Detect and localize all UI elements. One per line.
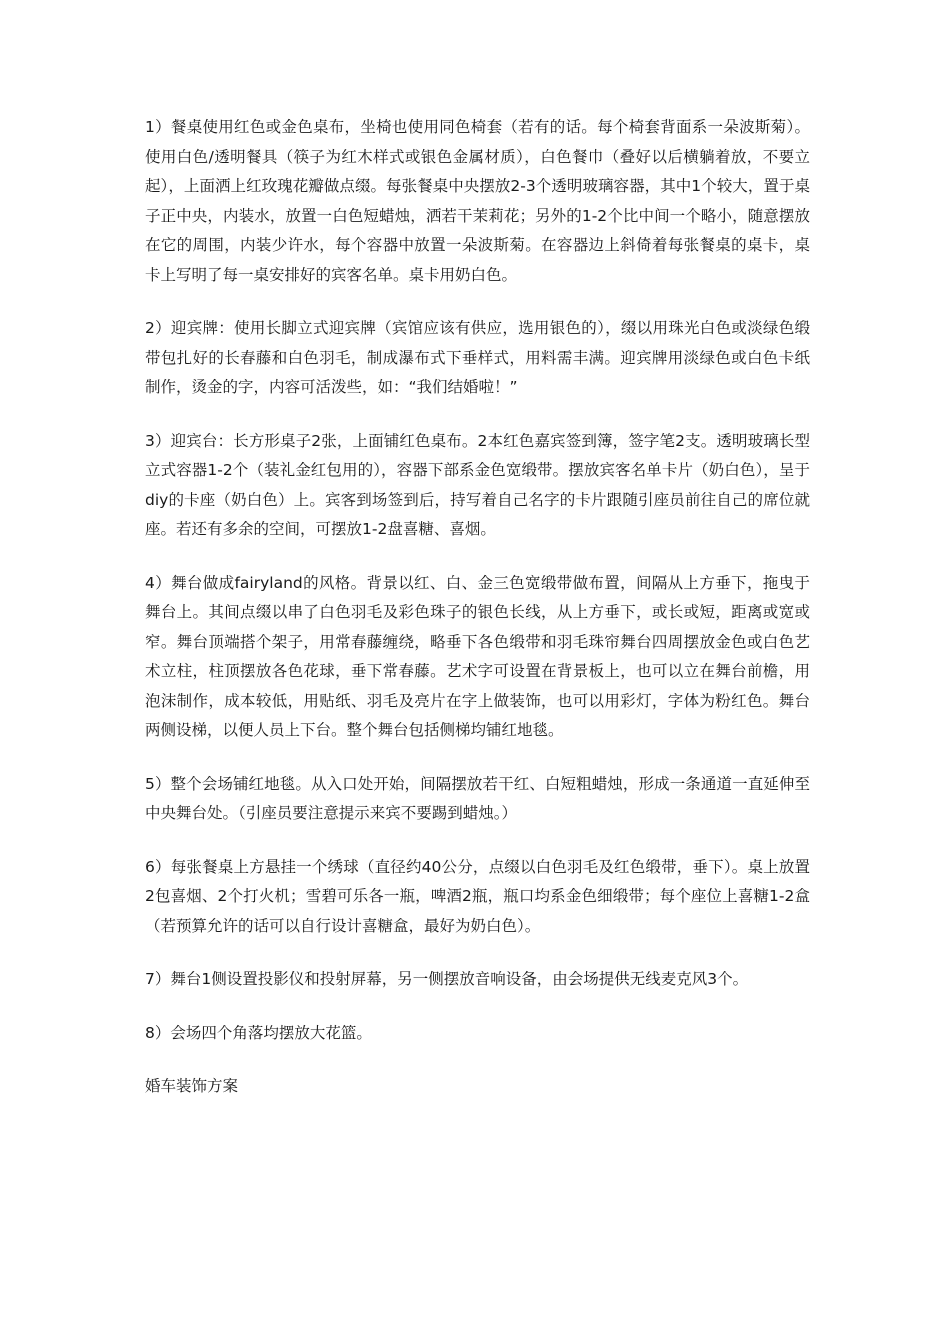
section-heading: 婚车装饰方案 bbox=[145, 1077, 239, 1095]
document-body bbox=[145, 113, 810, 1102]
paragraph-av-equipment: 7）舞台1侧设置投影仪和投射屏幕，另一侧摆放音响设备，由会场提供无线麦克风3个。 bbox=[145, 970, 749, 988]
paragraph-red-carpet: 5）整个会场铺红地毯。从入口处开始，间隔摆放若干红、白短粗蜡烛，形成一条通道一直延伸至中央舞台处。（引座员要注意提示来宾不要踢到蜡烛。） bbox=[145, 774, 810, 822]
paragraph-table-items: 6）每张餐桌上方悬挂一个绣球（直径约40公分，点缀以白色羽毛及红色缎带，垂下）。桌上放置2包喜烟、2个打火机；雪碧可乐各一瓶，啤酒2瓶，瓶口均系金色细缎带；每个座位上喜糖1-2盒（若预算允许的话可以自行设计喜糖盒，最好为奶白色）。 bbox=[145, 857, 810, 935]
paragraph-table-decoration: 1）餐桌使用红色或金色桌布，坐椅也使用同色椅套（若有的话。每个椅套背面系一朵波斯菊）。使用白色/透明餐具（筷子为红木样式或银色金属材质），白色餐巾（叠好以后横躺着放，不要立起），上面洒上红玫瑰花瓣做点缀。每张餐桌中央摆放2-3个透明玻璃容器，其中1个较大，置于桌子正中央，内装水，放置一白色短蜡烛，洒若干茉莉花；另外的1-2个比中间一个略小，随意摆放在它的周围，内装少许水，每个容器中放置一朵波斯菊。在容器边上斜倚着每张餐桌的桌卡，桌卡上写明了每一桌安排好的宾客名单。桌卡用奶白色。 bbox=[145, 118, 810, 284]
paragraph-flower-baskets: 8）会场四个角落均摆放大花篮。 bbox=[145, 1023, 372, 1042]
paragraph-welcome-desk: 3）迎宾台：长方形桌子2张，上面铺红色桌布。2本红色嘉宾签到簿，签字笔2支。透明玻璃长型立式容器1-2个（装礼金红包用的），容器下部系金色宽缎带。摆放宾客名单卡片（奶白色），呈于diy的卡座（奶白色）上。宾客到场签到后，持写着自己名字的卡片跟随引座员前往自己的席位就座。若还有多余的空间，可摆放1-2盘喜糖、喜烟。 bbox=[145, 431, 810, 538]
paragraph-welcome-sign: 2）迎宾牌：使用长脚立式迎宾牌（宾馆应该有供应，选用银色的），缀以用珠光白色或淡绿色缎带包扎好的长春藤和白色羽毛，制成瀑布式下垂样式，用料需丰满。迎宾牌用淡绿色或白色卡纸制作，烫金的字，内容可活泼些，如：“我们结婚啦！” bbox=[145, 319, 810, 396]
paragraph-stage-decoration: 4）舞台做成fairyland的风格。背景以红、白、金三色宽缎带做布置，间隔从上方垂下，拖曳于舞台上。其间点缀以串了白色羽毛及彩色珠子的银色长线，从上方垂下，或长或短，距离或宽或窄。舞台顶端搭个架子，用常春藤缠绕，略垂下各色缎带和羽毛珠帘舞台四周摆放金色或白色艺术立柱，柱顶摆放各色花球，垂下常春藤。艺术字可设置在背景板上，也可以立在舞台前檐，用泡沫制作，成本较低，用贴纸、羽毛及亮片在字上做装饰，也可以用彩灯，字体为粉红色。舞台两侧设梯，以便人员上下台。整个舞台包括侧梯均铺红地毯。 bbox=[145, 573, 810, 739]
